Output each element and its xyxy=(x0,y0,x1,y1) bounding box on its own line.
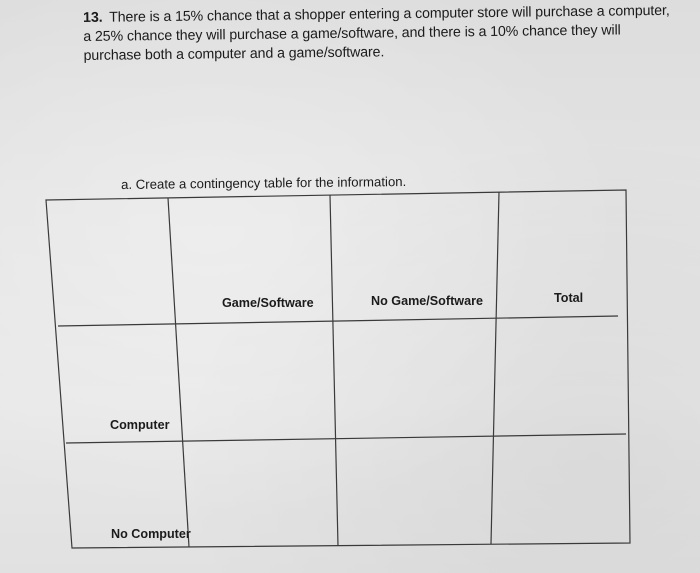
table-row-divider-1 xyxy=(58,316,618,326)
part-a-instruction: a. Create a contingency table for the information. xyxy=(121,174,407,192)
problem-number: 13. xyxy=(83,9,103,26)
table-col-divider-2 xyxy=(330,195,338,546)
table-col-divider-3 xyxy=(491,192,499,544)
column-header-no-game-software: No Game/Software xyxy=(371,294,483,308)
column-header-game-software: Game/Software xyxy=(222,296,314,310)
table-outer-border xyxy=(46,190,630,548)
table-row-divider-2 xyxy=(66,434,626,443)
row-header-no-computer: No Computer xyxy=(111,527,191,541)
row-header-computer: Computer xyxy=(110,418,170,432)
problem-text: There is a 15% chance that a shopper entering a computer store will purchase a computer, a 25% chance they will purchase a game/software, and there is a 10% chance they will purchase both a computer and a game/software. xyxy=(83,2,670,64)
table-col-divider-1 xyxy=(168,198,189,547)
column-header-total: Total xyxy=(554,291,584,305)
